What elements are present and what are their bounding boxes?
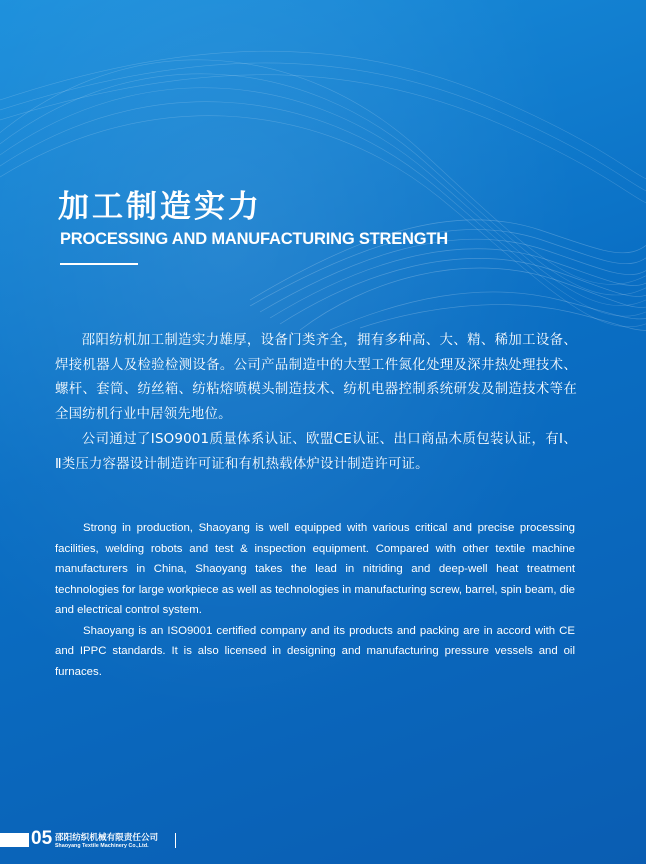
chinese-body-text (55, 329, 577, 477)
english-body-text (55, 518, 575, 682)
footer-company-name-chinese: 邵阳纺织机械有限责任公司 (55, 833, 159, 843)
section-title-english: PROCESSING AND MANUFACTURING STRENGTH (60, 230, 448, 248)
footer-divider (175, 833, 176, 848)
page-footer (0, 829, 300, 853)
footer-accent-bar (0, 833, 29, 847)
title-underline (60, 263, 138, 265)
english-paragraph: Shaoyang is an ISO9001 certified company and its products and packing are in accord with CE and IPPC standards. It is also licensed in designing and manufacturing pressure vessels and oil furnaces. (55, 624, 575, 678)
chinese-paragraph: 邵阳纺机加工制造实力雄厚，设备门类齐全，拥有多种高、大、精、稀加工设备、焊接机器人及检验检测设备。公司产品制造中的大型工件氮化处理及深井热处理技术、螺杆、套筒、纺丝箱、纺粘熔喷模头制造技术、纺机电器控制系统研发及制造技术等在全国纺机行业中居领先地位。 (55, 333, 577, 422)
chinese-paragraph: 公司通过了ISO9001质量体系认证、欧盟CE认证、出口商品木质包装认证，有Ⅰ、Ⅱ类压力容器设计制造许可证和有机热载体炉设计制造许可证。 (55, 432, 577, 472)
footer-company-name-english: Shaoyang Textile Machinery Co.,Ltd. (55, 843, 149, 849)
page-number: 05 (31, 828, 53, 849)
section-title-chinese: 加工制造实力 (58, 189, 262, 225)
english-paragraph: Strong in production, Shaoyang is well equipped with various critical and precise processing facilities, welding robots and test & inspection equipment. Compared with other textile machine manufacturers in China, Shaoyang takes the lead in nitriding and deep-well heat treatment technologies for large workpiece as well as technologies in manufacturing screw, barrel, spin beam, die and electrical control system. (55, 522, 575, 616)
